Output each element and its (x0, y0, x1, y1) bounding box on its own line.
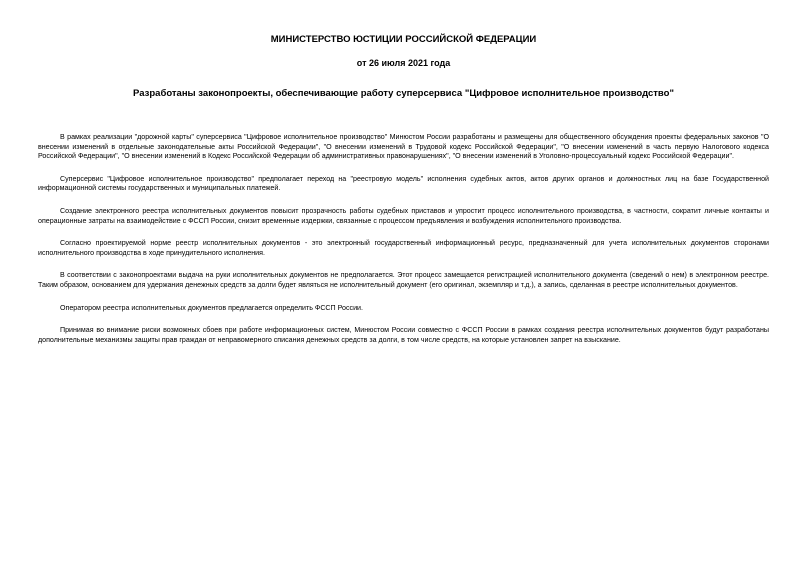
paragraph: Создание электронного реестра исполнительных документов повысит прозрачность работы судебных приставов и упростит процесс исполнительного производства, в частности, сократит личные контакты и операционные затраты на взаимодействие с ФССП России, снизит временные издержки, связанные с процессом предъявления и возбуждения исполнительного производства. (38, 206, 769, 225)
paragraph: Принимая во внимание риски возможных сбоев при работе информационных систем, Минюстом России совместно с ФССП России в рамках создания реестра исполнительных документов будут разработаны дополнительные механизмы защиты прав граждан от неправомерного списания денежных средств за долги, в том числе средств, на которые установлен запрет на взыскание. (38, 326, 769, 344)
document-headline: Разработаны законопроекты, обеспечивающие работу суперсервиса "Цифровое исполнительное производство" (133, 88, 674, 99)
paragraph: Согласно проектируемой норме реестр исполнительных документов - это электронный государственный информационный ресурс, предназначенный для учета исполнительных документов сторонами исполнительного производства в ходе принудительного исполнения. (38, 239, 769, 257)
paragraph: Суперсервис "Цифровое исполнительное производство" предполагает переход на "реестровую модель" исполнения судебных актов, актов других органов и должностных лиц на базе Государственной информационной системы государственных и муниципальных платежей. (38, 174, 769, 193)
paragraph: Оператором реестра исполнительных документов предлагается определить ФССП России. (60, 303, 363, 312)
paragraph: В соответствии с законопроектами выдача на руки исполнительных документов не предполагается. Этот процесс замещается регистрацией исполнительного документа (сведений о нем) в электронном реестре. Таким образом, основанием для удержания денежных средств за долги будет являться не исполнительный документ (его оригинал, экземпляр и т.д.), а запись, сделанная в реестре исполнительных документов. (38, 271, 769, 289)
paragraph: В рамках реализации "дорожной карты" суперсервиса "Цифровое исполнительное производство" Минюстом России разработаны и размещены для общественного обсуждения проекты федеральных законов "О внесении изменений в отдельные законодательные акты Российской Федерации", "О внесении изменений в Трудовой кодекс Российской Федерации", "О внесении изменений в часть первую Налогового кодекса Российской Федерации", "О внесении изменений в Кодекс Российской Федерации об административных правонарушениях", "О внесении изменений в Уголовно-процессуальный кодекс Российской Федерации". (38, 133, 769, 161)
ministry-title: МИНИСТЕРСТВО ЮСТИЦИИ РОССИЙСКОЙ ФЕДЕРАЦИИ (270, 34, 537, 45)
document-date: от 26 июля 2021 года (356, 58, 451, 68)
document-body (38, 133, 769, 345)
